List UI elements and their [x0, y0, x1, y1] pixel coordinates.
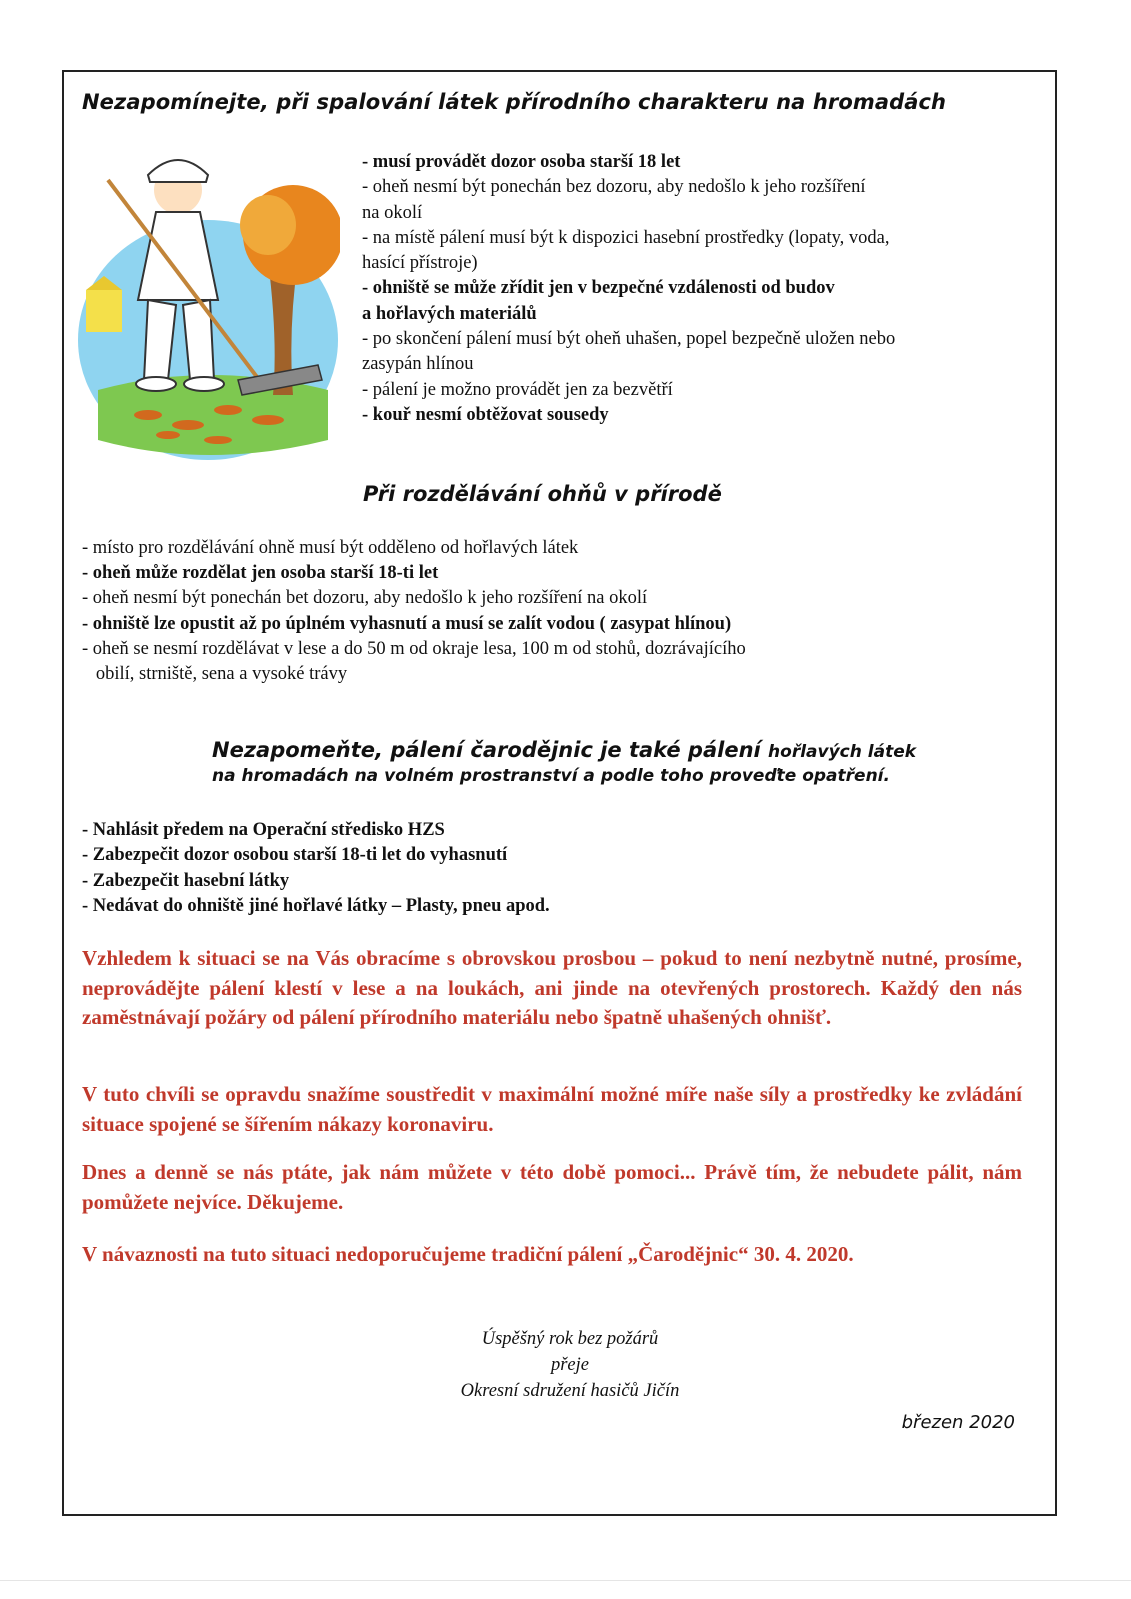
section3-title	[212, 738, 916, 786]
appeal-paragraph-3: Dnes a denně se nás ptáte, jak nám můžete v této době pomoci... Právě tím, že nebudete pálit, nám pomůžete nejvíce. Děkujeme.	[82, 1160, 1022, 1214]
list-item: - na místě pálení musí být k dispozici hasební prostředky (lopaty, voda,	[362, 227, 890, 248]
list-item: - Nahlásit předem na Operační středisko HZS	[82, 820, 445, 840]
section1-list	[362, 150, 1022, 428]
list-item: obilí, strniště, sena a vysoké trávy	[82, 664, 348, 685]
list-item: - po skončení pálení musí být oheň uhašen, popel bezpečně uložen nebo	[362, 329, 896, 350]
list-item: - Nedávat do ohniště jiné hořlavé látky – Plasty, pneu apod.	[82, 895, 550, 916]
closing-line-1: Úspěšný rok bez požárů	[481, 1329, 659, 1349]
man-raking-leaves-illustration	[78, 140, 340, 460]
closing-signature	[400, 1326, 740, 1404]
house-icon	[86, 290, 122, 332]
list-item: zasypán hlínou	[362, 354, 474, 375]
appeal-paragraph-2: V tuto chvíli se opravdu snažíme soustředit v maximální možné míře naše síly a prostředky ke zvládání situace spojené se šířením nákazy koronaviru.	[82, 1082, 1022, 1136]
list-item: - ohniště se může zřídit jen v bezpečné vzdálenosti od budov	[362, 278, 835, 299]
list-item: - musí provádět dozor osoba starší 18 let	[362, 152, 681, 172]
section2-list	[82, 536, 1022, 687]
list-item: - pálení je možno provádět jen za bezvětří	[362, 379, 673, 400]
list-item: a hořlavých materiálů	[362, 303, 537, 324]
list-item: - Zabezpečit dozor osobou starší 18-ti let do vyhasnutí	[82, 845, 508, 866]
closing-line-3: Okresní sdružení hasičů Jičín	[460, 1381, 680, 1401]
cap-icon	[148, 160, 208, 182]
list-item: - oheň může rozdělat jen osoba starší 18-ti let	[82, 563, 439, 584]
document-date: březen 2020	[901, 1412, 1015, 1433]
section3-list	[82, 818, 550, 919]
appeal-paragraph-4: V návaznosti na tuto situaci nedoporučujeme tradiční pálení „Čarodějnic“ 30. 4. 2020.	[82, 1242, 854, 1266]
list-item: - oheň se nesmí rozdělávat v lese a do 50 m od okraje lesa, 100 m od stohů, dozrávajícího	[82, 638, 746, 659]
list-item: - oheň nesmí být ponechán bez dozoru, aby nedošlo k jeho rozšíření	[362, 177, 866, 198]
section3-title-small: hořlavých látek	[768, 742, 917, 762]
list-item: - oheň nesmí být ponechán bet dozoru, aby nedošlo k jeho rozšíření na okolí	[82, 588, 648, 609]
section3-title-line2: na hromadách na volném prostranství a podle toho proveďte opatření.	[212, 766, 890, 786]
list-item: - ohniště lze opustit až po úplném vyhasnutí a musí se zalít vodou ( zasypat hlínou)	[82, 613, 732, 634]
list-item: - místo pro rozdělávání ohně musí být odděleno od hořlavých látek	[82, 538, 579, 558]
section1-title: Nezapomínejte, při spalování látek přírodního charakteru na hromadách	[82, 90, 947, 114]
list-item: hasící přístroje)	[362, 253, 478, 274]
list-item: - kouř nesmí obtěžovat sousedy	[362, 404, 609, 425]
section3-title-main: Nezapomeňte, pálení čarodějnic je také pálení	[212, 738, 769, 762]
page-bottom-edge	[0, 1580, 1131, 1581]
section2-title: Při rozdělávání ohňů v přírodě	[363, 482, 722, 506]
list-item: - Zabezpečit hasební látky	[82, 870, 290, 891]
list-item: na okolí	[362, 202, 423, 223]
closing-line-2: přeje	[550, 1355, 589, 1375]
appeal-paragraph-1: Vzhledem k situaci se na Vás obracíme s obrovskou prosbou – pokud to není nezbytně nutné, prosíme, neprovádějte pálení klestí v lese a na loukách, ani jinde na otevřených prostorech. Každý den nás zaměstnávají požáry od pálení přírodního materiálu nebo špatně uhašených ohnišť.	[82, 946, 1022, 1029]
